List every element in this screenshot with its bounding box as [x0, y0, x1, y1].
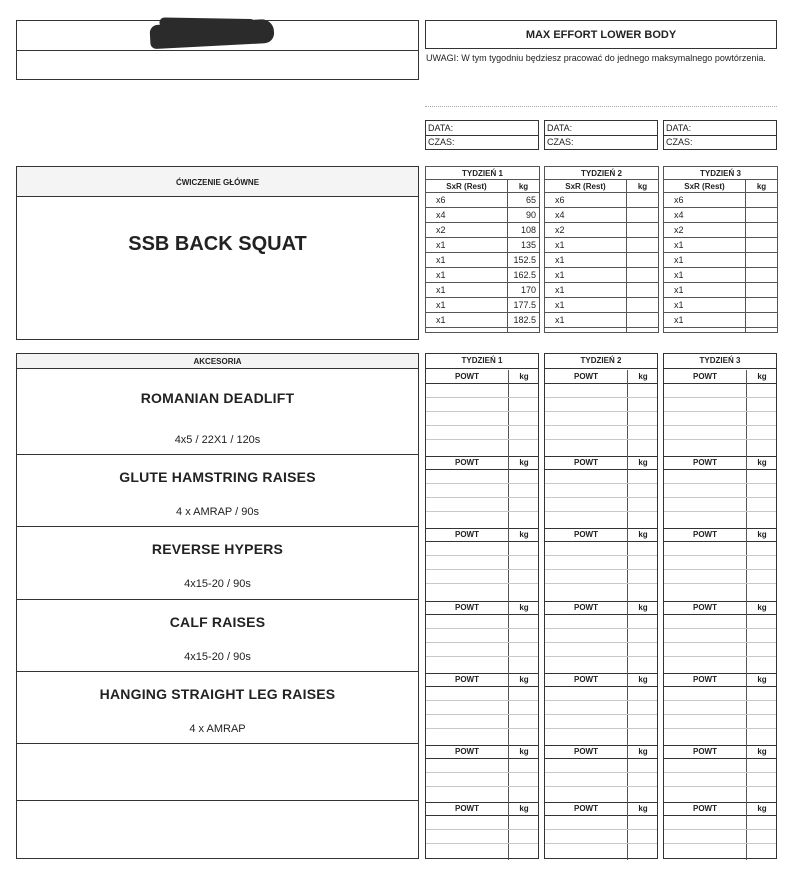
kg-cell — [627, 238, 659, 253]
accessory-item-6 — [16, 744, 419, 801]
col-kg-header: kg — [757, 458, 767, 467]
col-reps-header: POWT — [574, 458, 598, 467]
table-row — [426, 268, 540, 283]
accessory-week-2-column — [544, 353, 658, 859]
col-reps-header: POWT — [574, 747, 598, 756]
accessory-item-4 — [16, 600, 419, 672]
col-reps-header: POWT — [455, 747, 479, 756]
sets-cell: x1 — [426, 268, 508, 283]
table-row — [545, 253, 659, 268]
col-kg-header: kg — [638, 372, 648, 381]
time-label: CZAS: — [547, 137, 574, 147]
sets-cell: x6 — [426, 193, 508, 208]
table-row — [545, 298, 659, 313]
main-exercise-box — [16, 166, 419, 340]
accessory-name: ROMANIAN DEADLIFT — [140, 390, 295, 406]
sets-cell: x1 — [664, 268, 746, 283]
accessory-name: CALF RAISES — [169, 614, 266, 630]
table-row — [664, 268, 778, 283]
week-title: TYDZIEŃ 3 — [664, 167, 778, 180]
col-kg-header: kg — [638, 675, 648, 684]
col-reps-header: POWT — [574, 675, 598, 684]
workout-title-box — [425, 20, 777, 49]
kg-cell — [627, 208, 659, 223]
notes-line — [425, 106, 777, 107]
datetime-box-week-1 — [425, 120, 539, 150]
accessory-item-2 — [16, 455, 419, 527]
col-kg-header: kg — [757, 804, 767, 813]
col-reps-header: POWT — [455, 372, 479, 381]
kg-cell — [746, 253, 778, 268]
col-sets-header: SxR (Rest) — [545, 180, 627, 193]
sets-cell: x4 — [426, 208, 508, 223]
table-row — [545, 223, 659, 238]
col-sets-header: SxR (Rest) — [426, 180, 508, 193]
sets-cell: x2 — [664, 223, 746, 238]
sets-cell: x2 — [426, 223, 508, 238]
col-reps-header: POWT — [693, 804, 717, 813]
datetime-box-week-2 — [544, 120, 658, 150]
kg-cell: 108 — [508, 223, 540, 238]
workout-title: MAX EFFORT LOWER BODY — [525, 29, 677, 41]
col-sets-header: SxR (Rest) — [664, 180, 746, 193]
notes-text: W tym tygodniu będziesz pracować do jednego maksymalnego powtórzenia. — [461, 53, 766, 63]
table-row — [664, 208, 778, 223]
notes-label: UWAGI: — [426, 53, 459, 63]
table-row — [545, 313, 659, 328]
kg-cell — [746, 283, 778, 298]
table-row — [426, 283, 540, 298]
week-title: TYDZIEŃ 1 — [426, 167, 540, 180]
col-kg-header: kg — [638, 603, 648, 612]
col-kg-header: kg — [508, 180, 540, 193]
main-week-3-table — [663, 166, 778, 333]
accessory-name: REVERSE HYPERS — [151, 541, 284, 557]
kg-cell: 90 — [508, 208, 540, 223]
kg-cell: 182.5 — [508, 313, 540, 328]
sets-cell: x6 — [664, 193, 746, 208]
kg-cell: 170 — [508, 283, 540, 298]
date-label: DATA: — [547, 123, 573, 133]
col-kg-header: kg — [757, 372, 767, 381]
sets-cell: x4 — [545, 208, 627, 223]
col-reps-header: POWT — [693, 603, 717, 612]
col-kg-header: kg — [519, 675, 529, 684]
col-kg-header: kg — [746, 180, 778, 193]
col-reps-header: POWT — [693, 372, 717, 381]
week-title: TYDZIEŃ 3 — [699, 356, 741, 365]
table-row — [664, 193, 778, 208]
accessory-item-7 — [16, 801, 419, 859]
sets-cell: x1 — [545, 238, 627, 253]
table-row — [426, 208, 540, 223]
kg-cell — [627, 223, 659, 238]
col-kg-header: kg — [519, 804, 529, 813]
table-row — [545, 238, 659, 253]
accessories-section-label: AKCESORIA — [193, 357, 242, 366]
sets-cell: x1 — [664, 313, 746, 328]
table-row — [664, 313, 778, 328]
accessory-name: GLUTE HAMSTRING RAISES — [119, 469, 316, 485]
col-reps-header: POWT — [455, 530, 479, 539]
accessory-params: 4 x AMRAP / 90s — [176, 506, 259, 518]
kg-cell — [627, 193, 659, 208]
sets-cell: x1 — [664, 298, 746, 313]
week-title: TYDZIEŃ 2 — [580, 356, 622, 365]
col-kg-header: kg — [519, 530, 529, 539]
sets-cell: x1 — [664, 238, 746, 253]
datetime-box-week-3 — [663, 120, 777, 150]
col-kg-header: kg — [519, 372, 529, 381]
table-row — [664, 253, 778, 268]
table-row — [426, 253, 540, 268]
time-label: CZAS: — [666, 137, 693, 147]
kg-cell — [746, 193, 778, 208]
col-reps-header: POWT — [455, 675, 479, 684]
notes — [426, 52, 766, 64]
table-row — [545, 193, 659, 208]
kg-cell — [746, 313, 778, 328]
col-reps-header: POWT — [574, 603, 598, 612]
sets-cell: x1 — [545, 268, 627, 283]
col-kg-header: kg — [638, 747, 648, 756]
col-kg-header: kg — [757, 747, 767, 756]
week-title: TYDZIEŃ 1 — [461, 356, 503, 365]
kg-cell — [627, 298, 659, 313]
col-kg-header: kg — [519, 603, 529, 612]
accessory-week-1-column — [425, 353, 539, 859]
kg-cell — [746, 238, 778, 253]
sets-cell: x1 — [545, 253, 627, 268]
col-kg-header: kg — [519, 747, 529, 756]
col-reps-header: POWT — [693, 675, 717, 684]
accessory-name: HANGING STRAIGHT LEG RAISES — [99, 686, 336, 702]
kg-cell — [627, 253, 659, 268]
sets-cell: x1 — [426, 313, 508, 328]
kg-cell: 135 — [508, 238, 540, 253]
sets-cell: x6 — [545, 193, 627, 208]
sets-cell: x1 — [664, 283, 746, 298]
sets-cell: x1 — [545, 298, 627, 313]
table-row — [426, 238, 540, 253]
table-row — [664, 223, 778, 238]
col-reps-header: POWT — [455, 458, 479, 467]
table-row — [426, 298, 540, 313]
col-reps-header: POWT — [693, 458, 717, 467]
col-reps-header: POWT — [693, 530, 717, 539]
col-kg-header: kg — [757, 603, 767, 612]
kg-cell — [746, 223, 778, 238]
main-week-2-table — [544, 166, 659, 333]
table-row — [426, 313, 540, 328]
sets-cell: x1 — [426, 283, 508, 298]
sets-cell: x1 — [426, 253, 508, 268]
table-row — [545, 208, 659, 223]
kg-cell: 177.5 — [508, 298, 540, 313]
accessory-params: 4 x AMRAP — [189, 723, 246, 735]
col-kg-header: kg — [519, 458, 529, 467]
table-row — [545, 283, 659, 298]
main-exercise-name: SSB BACK SQUAT — [128, 233, 307, 255]
sets-cell: x1 — [545, 313, 627, 328]
col-reps-header: POWT — [574, 804, 598, 813]
week-title: TYDZIEŃ 2 — [545, 167, 659, 180]
col-reps-header: POWT — [574, 530, 598, 539]
accessory-item-3 — [16, 527, 419, 600]
kg-cell — [746, 298, 778, 313]
table-row — [426, 223, 540, 238]
accessory-week-3-column — [663, 353, 777, 859]
sets-cell: x2 — [545, 223, 627, 238]
sets-cell: x1 — [664, 253, 746, 268]
sets-cell: x1 — [426, 298, 508, 313]
kg-cell: 152.5 — [508, 253, 540, 268]
time-label: CZAS: — [428, 137, 455, 147]
col-reps-header: POWT — [693, 747, 717, 756]
accessory-params: 4x15-20 / 90s — [184, 578, 251, 590]
accessory-params: 4x15-20 / 90s — [184, 651, 251, 663]
table-row — [426, 193, 540, 208]
col-kg-header: kg — [638, 458, 648, 467]
kg-cell — [627, 283, 659, 298]
table-row — [664, 298, 778, 313]
main-section-label: ĆWICZENIE GŁÓWNE — [175, 178, 260, 187]
kg-cell — [627, 268, 659, 283]
kg-cell — [627, 313, 659, 328]
date-label: DATA: — [666, 123, 692, 133]
table-row — [545, 268, 659, 283]
accessory-params: 4x5 / 22X1 / 120s — [174, 434, 261, 446]
table-row — [664, 238, 778, 253]
accessory-item-1 — [16, 369, 419, 455]
col-reps-header: POWT — [455, 603, 479, 612]
col-kg-header: kg — [638, 530, 648, 539]
col-kg-header: kg — [757, 675, 767, 684]
kg-cell — [746, 208, 778, 223]
accessory-item-5 — [16, 672, 419, 744]
date-label: DATA: — [428, 123, 454, 133]
col-kg-header: kg — [757, 530, 767, 539]
kg-cell: 65 — [508, 193, 540, 208]
col-reps-header: POWT — [455, 804, 479, 813]
col-kg-header: kg — [638, 804, 648, 813]
kg-cell: 162.5 — [508, 268, 540, 283]
table-row — [664, 283, 778, 298]
col-kg-header: kg — [627, 180, 659, 193]
kg-cell — [746, 268, 778, 283]
sets-cell: x1 — [545, 283, 627, 298]
sets-cell: x1 — [426, 238, 508, 253]
col-reps-header: POWT — [574, 372, 598, 381]
main-week-1-table — [425, 166, 540, 333]
sets-cell: x4 — [664, 208, 746, 223]
